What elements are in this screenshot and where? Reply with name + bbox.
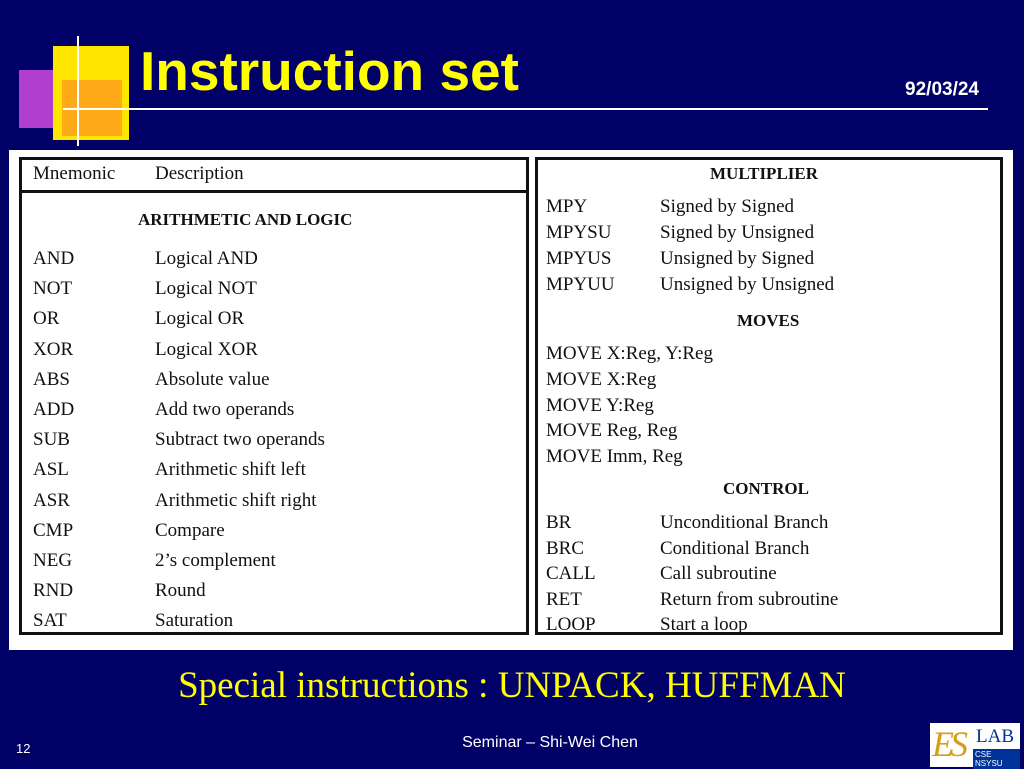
logo-letter-e: E	[932, 724, 954, 764]
description-cell: Signed by Unsigned	[660, 222, 815, 243]
header-mnemonic: Mnemonic	[33, 163, 116, 184]
mnemonic-cell: MPY	[546, 196, 588, 217]
mnemonic-cell: SUB	[33, 429, 70, 451]
mnemonic-cell: NEG	[33, 550, 73, 571]
mnemonic-cell: RND	[33, 580, 74, 602]
description-cell: Logical XOR	[155, 338, 258, 360]
description-cell: Call subroutine	[660, 563, 777, 584]
mnemonic-cell: NOT	[33, 278, 73, 300]
description-cell: Add two operands	[155, 399, 295, 420]
move-instruction: MOVE X:Reg	[546, 368, 657, 390]
section-arithmetic-logic: ARITHMETIC AND LOGIC	[138, 210, 353, 229]
move-instruction: MOVE Imm, Reg	[546, 446, 683, 468]
move-instruction: MOVE Y:Reg	[546, 394, 654, 416]
mnemonic-cell: OR	[33, 308, 60, 330]
page-number: 12	[16, 741, 31, 756]
mnemonic-cell: MPYSU	[546, 222, 612, 243]
description-cell: Saturation	[155, 610, 234, 632]
description-cell: Subtract two operands	[155, 429, 325, 451]
mnemonic-cell: AND	[33, 248, 75, 269]
mnemonic-cell: ADD	[33, 399, 75, 420]
mnemonic-cell: MPYUU	[546, 274, 615, 295]
description-cell: Logical AND	[155, 248, 258, 269]
description-cell: Arithmetic shift right	[155, 489, 317, 511]
slide-date: 92/03/24	[905, 79, 979, 100]
mnemonic-cell: RET	[546, 588, 582, 610]
mnemonic-cell: BRC	[546, 537, 585, 559]
footer-text: Seminar – Shi-Wei Chen	[462, 734, 638, 751]
mnemonic-cell: LOOP	[546, 614, 596, 635]
decor-vertical-line	[77, 36, 79, 146]
special-instructions-note: Special instructions : UNPACK, HUFFMAN	[178, 665, 846, 706]
description-cell: Logical NOT	[155, 278, 257, 300]
arithmetic-logic-table	[19, 157, 529, 635]
description-cell: Unsigned by Signed	[660, 248, 815, 269]
move-instruction: MOVE X:Reg, Y:Reg	[546, 343, 713, 364]
description-cell: Signed by Signed	[660, 196, 795, 217]
mnemonic-cell: BR	[546, 512, 572, 533]
table-header	[22, 160, 526, 193]
mnemonic-cell: ASL	[33, 459, 69, 481]
mnemonic-cell: ABS	[33, 368, 70, 390]
logo-subtitle: CSE NSYSU	[973, 749, 1020, 769]
description-cell: 2’s complement	[155, 550, 276, 571]
description-cell: Return from subroutine	[660, 588, 839, 610]
section-multiplier: MULTIPLIER	[710, 164, 819, 183]
mnemonic-cell: XOR	[33, 338, 74, 360]
title-underline	[63, 108, 988, 110]
section-moves: MOVES	[737, 311, 800, 330]
logo-lab-text: LAB	[976, 726, 1014, 747]
mnemonic-cell: SAT	[33, 610, 67, 632]
section-control: CONTROL	[723, 479, 809, 498]
description-cell: Unsigned by Unsigned	[660, 274, 835, 295]
header-description: Description	[155, 163, 244, 184]
multiplier-moves-control-table	[535, 157, 1003, 635]
description-cell: Start a loop	[660, 614, 748, 635]
slide-title: Instruction set	[140, 40, 519, 102]
mnemonic-cell: MPYUS	[546, 248, 612, 269]
description-cell: Round	[155, 580, 206, 602]
eslab-logo	[930, 723, 1020, 767]
mnemonic-cell: CALL	[546, 563, 596, 584]
description-cell: Compare	[155, 519, 225, 541]
mnemonic-cell: ASR	[33, 489, 70, 511]
description-cell: Logical OR	[155, 308, 245, 330]
logo-letter-s: S	[950, 724, 968, 764]
instruction-table-image	[9, 150, 1013, 650]
description-cell: Unconditional Branch	[660, 512, 829, 533]
mnemonic-cell: CMP	[33, 519, 74, 541]
description-cell: Absolute value	[155, 368, 270, 390]
move-instruction: MOVE Reg, Reg	[546, 420, 678, 442]
description-cell: Arithmetic shift left	[155, 459, 306, 481]
description-cell: Conditional Branch	[660, 537, 810, 559]
